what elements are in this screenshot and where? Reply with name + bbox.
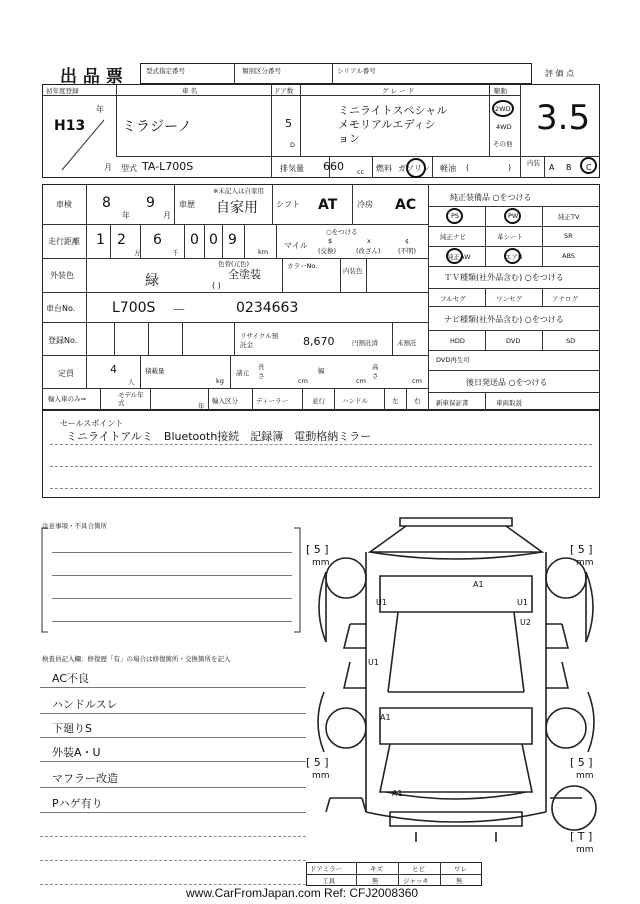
tread-front-left: [ 5 ] (306, 543, 329, 556)
equip-aw-circle (446, 248, 463, 264)
paren-close: ) (508, 163, 512, 172)
inspection-m: 月 (163, 211, 171, 220)
sales-label: セールスポイント (60, 419, 124, 428)
year-slash (52, 100, 112, 172)
interior-b: B (566, 163, 572, 172)
ac-label: 冷房 (357, 200, 373, 209)
equip-title: 純正装備品 ○をつける (450, 193, 532, 202)
serial-label: シリアル番号 (337, 67, 376, 75)
fuel-light: 軽油 (440, 164, 456, 173)
category-label: 類別区分番号 (242, 67, 281, 75)
drive-other: その他 (493, 140, 513, 148)
drive-2wd: 2WD (495, 105, 511, 113)
model-cert-label: 型式指定番号 (146, 67, 185, 75)
displacement: 660 (323, 160, 344, 173)
repaint-paren: ( ) (212, 281, 221, 290)
chassis-number: 0234663 (236, 300, 299, 316)
circle-hint: ○をつける (326, 228, 358, 236)
bottom-tool: 工具 (322, 877, 335, 885)
import-dealer: ディーラー (256, 397, 288, 405)
first-reg-label: 初年度登録 (46, 87, 79, 95)
equip-navi: 純正ナビ (440, 233, 466, 241)
tread-rear-left-mm: mm (312, 771, 330, 781)
model-code: TA-L700S (142, 160, 194, 173)
equip-aw: 純正AW (447, 253, 471, 261)
tread-rear-right: [ 5 ] (570, 756, 593, 769)
bottom-h4: ワレ (454, 865, 467, 873)
equip-ps: PS (451, 212, 460, 220)
navi-sd: SD (566, 337, 576, 345)
navi-dvd: DVD (506, 337, 521, 345)
bottom-h3: ヒビ (412, 865, 425, 873)
model-year-label: モデル年式 (118, 391, 144, 407)
damage-u2: U2 (520, 618, 531, 627)
tv-oneseg: ワンセグ (496, 295, 522, 303)
hei-cm: cm (412, 377, 422, 385)
bottom-h2: キズ (370, 865, 383, 873)
recycle-label: リサイクル預託金 (240, 332, 279, 349)
first-reg-year: H13 (54, 118, 86, 134)
score-label: 評 価 点 (545, 69, 575, 78)
mile-mark-1: $ (328, 237, 333, 245)
tv-analog: アナログ (552, 295, 578, 303)
damage-u1-side: U1 (368, 658, 379, 667)
recycle-paid: 円預託済 (352, 339, 378, 347)
interior-a: A (549, 163, 555, 172)
sales-block (42, 410, 600, 498)
ac-value: AC (395, 197, 417, 213)
mileage-sen: 千 (172, 249, 179, 257)
handle-right: 右 (414, 397, 421, 405)
equip-airbag-circle (504, 248, 521, 264)
tread-front-right-mm: mm (576, 558, 594, 568)
load-label: 積載量 (145, 367, 165, 375)
fuel-label: 燃料 (376, 164, 392, 173)
inspector-item-1: AC不良 (52, 672, 90, 685)
sales-text: ミニライトアルミ Bluetooth接続 記録簿 電動格納ミラー (66, 430, 372, 443)
car-name: ミラジーノ (122, 119, 192, 135)
reg-label: 登録No. (48, 336, 78, 345)
grade-line-3: ョン (338, 132, 360, 145)
inspector-label: 検査員記入欄：修復歴「有」の場合は修復箇所・交換箇所を記入 (42, 655, 231, 663)
door-count: 5 (285, 117, 292, 130)
form-title: 出 品 票 (60, 67, 123, 87)
unknown: (不明) (398, 247, 417, 255)
load-kg: kg (216, 377, 224, 385)
damage-u1-right: U1 (517, 598, 528, 607)
mile-mark-2: x (367, 237, 371, 245)
exterior-label: 外装色 (50, 271, 74, 280)
interior-circle (580, 157, 597, 174)
tampered: (改ざん) (356, 247, 381, 255)
recycle-value: 8,670 (303, 335, 335, 348)
score-value: 3.5 (536, 98, 591, 138)
exterior-color: 緑 (145, 273, 159, 289)
mileage-digit-3: 6 (153, 232, 162, 248)
drive-circle (492, 100, 514, 117)
tread-rear-left: [ 5 ] (306, 756, 329, 769)
tv-title: ＴＶ種類(社外品含む) ○をつける (444, 273, 564, 282)
equip-abs: ABS (562, 252, 575, 260)
tread-front-left-mm: mm (312, 558, 330, 568)
damage-u1-left: U1 (376, 598, 387, 607)
navi-title: ナビ種類(社外品含む) ○をつける (444, 315, 564, 324)
notes-label: 注意事項・不具合箇所 (42, 522, 107, 530)
equip-ps-circle (446, 208, 463, 224)
mileage-label: 走行距離 (48, 237, 80, 246)
repaint-value: 全塗装 (228, 268, 261, 281)
month-unit: 月 (104, 163, 112, 172)
fuel-gas: ガソリン (398, 164, 430, 173)
bottom-jack-val: 無 (456, 877, 463, 885)
mileage-digit-5: 0 (209, 232, 218, 248)
inspector-item-2: ハンドルスレ (52, 698, 118, 711)
type-label: 型式 (121, 164, 137, 173)
repaint-label: 色替(元色) (218, 260, 250, 268)
size-label: 諸元 (236, 369, 249, 377)
fuel-circle (406, 158, 426, 178)
shift-label: シフト (276, 200, 300, 209)
inspection-year: 8 (102, 195, 111, 211)
inspector-item-5: マフラー改造 (52, 772, 118, 785)
inspector-item-4: 外装A・U (52, 746, 101, 759)
grade-label: グ レ ー ド (382, 87, 415, 95)
equip-pw-circle (504, 208, 521, 224)
recycle-unpaid: 未預託 (397, 339, 417, 347)
car-name-label: 車 名 (182, 87, 198, 95)
equip-tv: 純正TV (558, 213, 580, 221)
interior-c: C (586, 163, 592, 172)
bottom-h1: ドアミラー (310, 865, 343, 873)
use-note: ※未記入は自家用 (213, 187, 264, 195)
grade-line-2: メモリアルエディシ (338, 118, 436, 131)
door-unit: D (290, 141, 296, 149)
bottom-tool-val: 無 (372, 877, 379, 885)
drive-4wd: 4WD (496, 123, 512, 131)
tread-spare: [ T ] (570, 830, 593, 843)
shift-value: AT (318, 197, 338, 213)
mileage-digit-2: 2 (117, 232, 126, 248)
inspection-month: 9 (146, 195, 155, 211)
wid-label: 幅 (318, 367, 325, 375)
equip-leather: 革シート (497, 233, 523, 241)
year-unit: 年 (96, 105, 104, 114)
import-type-label: 輸入区分 (212, 397, 238, 405)
capacity-label: 定員 (58, 369, 74, 378)
use-value: 自家用 (216, 200, 258, 216)
len-cm: cm (298, 377, 308, 385)
mile-mark-3: ¢ (405, 237, 410, 245)
mile-label: マイル (284, 241, 308, 250)
damage-a1-front: A1 (473, 580, 484, 589)
wid-cm: cm (356, 377, 366, 385)
inspection-y: 年 (122, 211, 130, 220)
color-no-label: カラーNo. (287, 262, 318, 270)
navi-hdd: HDD (450, 337, 465, 345)
use-label: 車歴 (179, 200, 195, 209)
after-manual: 車両取説 (496, 399, 522, 407)
handle-left: 左 (392, 397, 399, 405)
chassis-dash: － (172, 303, 186, 319)
inspection-label: 車検 (56, 200, 72, 209)
cc-unit: cc (357, 168, 365, 176)
import-label: 輸入車のみ⇒ (48, 395, 86, 403)
equip-pw: PW (508, 212, 519, 220)
grade-line-1: ミニライトスペシャル (338, 104, 448, 117)
len-label: 長さ (258, 363, 265, 380)
displacement-label: 排気量 (280, 164, 304, 173)
bottom-jack: ジャッキ (403, 877, 429, 885)
capacity-value: 4 (110, 363, 117, 376)
chassis-prefix: L700S (112, 300, 156, 316)
damage-a1-side: A1 (380, 713, 391, 722)
tv-fullseg: フルセグ (440, 295, 466, 303)
inspector-item-6: Pハゲ有り (52, 797, 103, 810)
handle-label: ハンドル (342, 397, 368, 405)
interior-color-label: 内装色 (343, 267, 363, 275)
mileage-man: 万 (134, 249, 141, 257)
after-title: 後日発送品 ○をつける (466, 378, 548, 387)
paren-open: ( (466, 163, 470, 172)
mileage-digit-4: 0 (190, 232, 199, 248)
equip-sr: SR (564, 232, 573, 240)
header-fields (140, 63, 532, 84)
tread-rear-right-mm: mm (576, 771, 594, 781)
doors-label: ドア数 (274, 87, 294, 95)
footer-watermark: www.CarFromJapan.com Ref: CFJ2008360 (186, 886, 419, 900)
hei-label: 高さ (372, 363, 379, 380)
tread-spare-mm: mm (576, 845, 594, 855)
mileage-digit-1: 1 (96, 232, 105, 248)
capacity-unit: 人 (128, 378, 135, 386)
equip-airbag: エアB (505, 253, 523, 261)
mileage-km: km (258, 248, 269, 256)
inspector-item-3: 下廻りS (52, 722, 92, 735)
damage-a1-rear: A1 (392, 789, 403, 798)
drive-label: 駆動 (494, 87, 507, 95)
interior-label: 内装 (527, 159, 540, 167)
import-year: 年 (198, 402, 205, 410)
navi-dvd-play: DVD再生可 (436, 356, 470, 364)
exchange: (交換) (318, 247, 337, 255)
chassis-label: 車台No. (46, 304, 76, 313)
import-parallel: 並行 (312, 397, 325, 405)
after-warranty: 新車保証書 (436, 399, 469, 407)
tread-front-right: [ 5 ] (570, 543, 593, 556)
notes-bracket (40, 526, 302, 634)
mileage-digit-6: 9 (228, 232, 237, 248)
